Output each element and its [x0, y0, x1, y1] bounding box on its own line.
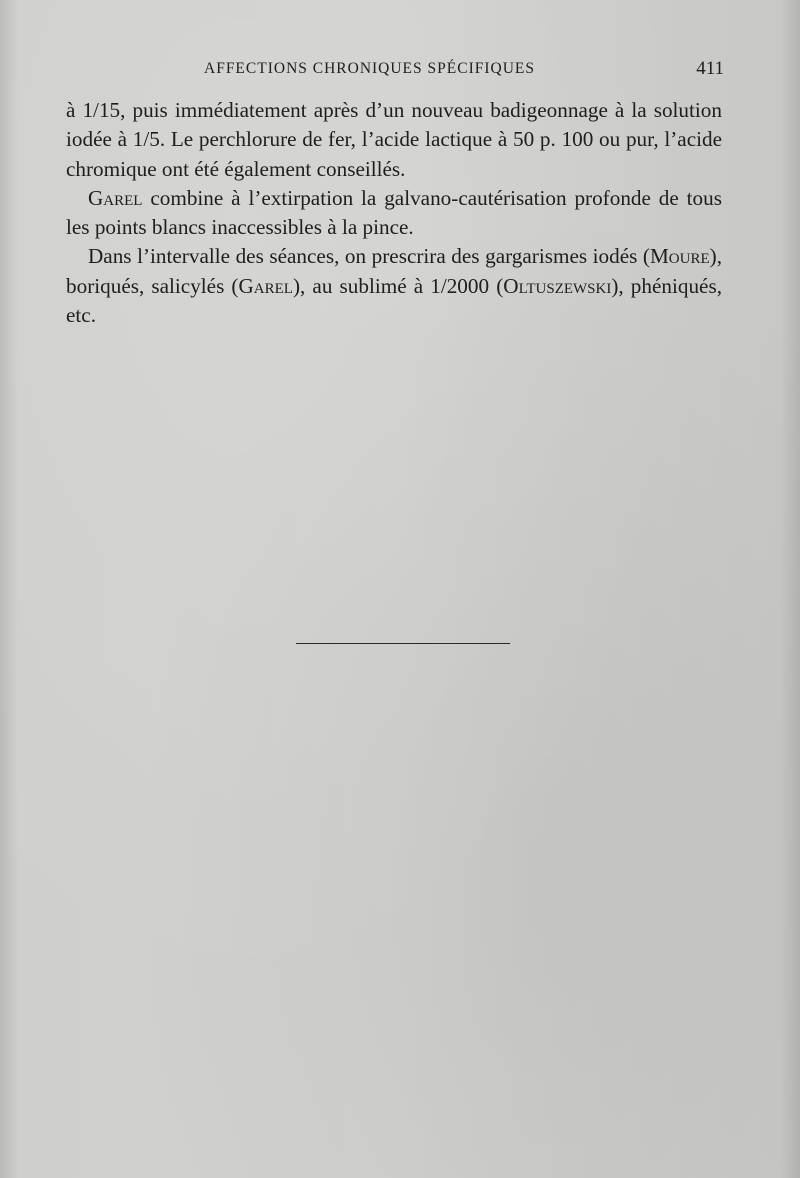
page-number: 411 [696, 58, 724, 79]
author-name-oltuszewski: Oltuszewski [503, 273, 612, 298]
running-title: AFFECTIONS CHRONIQUES SPÉCIFIQUES [204, 60, 535, 77]
paragraph-2 [66, 184, 722, 243]
running-head [200, 56, 726, 84]
author-name-garel: Garel [88, 185, 143, 210]
body-text [66, 96, 722, 330]
paragraph-3-text-d: ), phéniqués, etc. [66, 273, 723, 328]
paragraph-3 [66, 242, 722, 330]
author-name-moure: Moure [649, 244, 710, 269]
paragraph-3-text-c: ), au sublimé à 1/2000 ( [292, 273, 504, 298]
paragraph-1-text: à 1/15, puis immédiatement après d’un nouveau badigeonnage à la solution iodée à 1/5. Le perchlorure de fer, l’acide lactique à 50 p. 100 ou pur, l’acide chromique ont été également conseillés. [66, 98, 722, 181]
paragraph-3-text-b: ), boriqués, salicylés ( [66, 244, 722, 298]
paragraph-1 [66, 96, 722, 184]
author-name-garel-2: Garel [238, 273, 293, 298]
paragraph-3-text-a: Dans l’intervalle des séances, on prescrira des gargarismes iodés ( [88, 244, 650, 269]
paragraph-2-text: combine à l’extirpation la galvano-cautérisation profonde de tous les points blancs inaccessibles à la pince. [66, 185, 722, 240]
section-end-rule [296, 643, 510, 644]
